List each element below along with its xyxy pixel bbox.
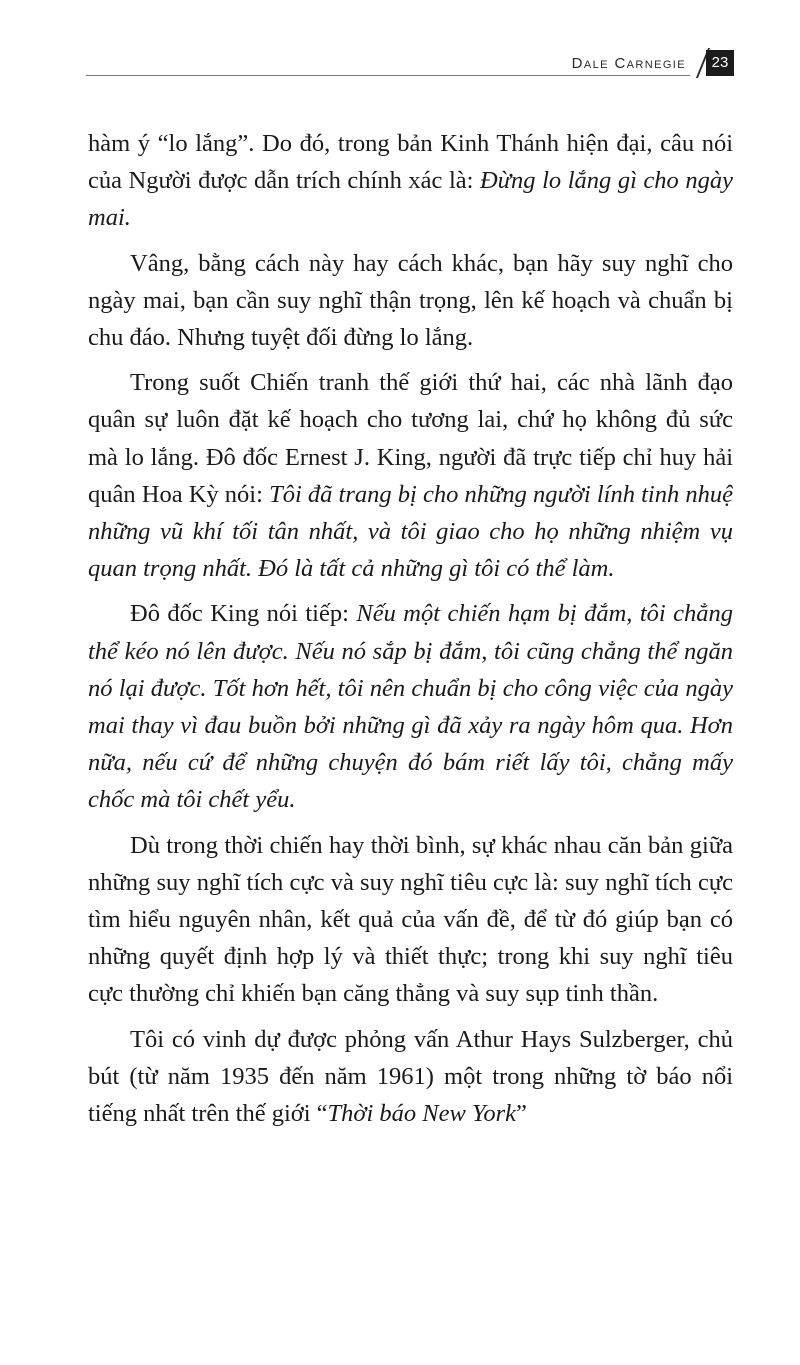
paragraph-italic-title: Thời báo New York <box>327 1100 516 1128</box>
paragraph <box>88 595 733 818</box>
paragraph <box>88 1021 733 1133</box>
paragraph-text: Trong suốt Chiến tranh thế giới thứ hai, các nhà lãnh đạo quân sự luôn đặt kế hoạch cho tương lai, chứ họ không đủ sức mà lo lắng. Đô đốc Ernest J. King, người đã trực tiếp chỉ huy hải quân Hoa Kỳ nói: <box>88 369 733 508</box>
paragraph-text: Đô đốc King nói tiếp: <box>130 600 357 628</box>
running-header <box>86 48 734 76</box>
page-number: 23 <box>706 50 734 76</box>
paragraph <box>88 245 733 357</box>
paragraph-italic-quote: Đừng lo lắng gì cho ngày mai. <box>88 167 733 232</box>
paragraph <box>88 364 733 587</box>
paragraph-text: Vâng, bằng cách này hay cách khác, bạn hãy suy nghĩ cho ngày mai, bạn cần suy nghĩ thận trọng, lên kế hoạch và chuẩn bị chu đáo. Nhưng tuyệt đối đừng lo lắng. <box>88 249 733 352</box>
paragraph-text: Dù trong thời chiến hay thời bình, sự khác nhau căn bản giữa những suy nghĩ tích cực và suy nghĩ tiêu cực là: suy nghĩ tích cực tìm hiểu nguyên nhân, kết quả của vấn đề, để từ đó giúp bạn có những quyết định hợp lý và thiết thực; trong khi suy nghĩ tiêu cực thường chỉ khiến bạn căng thẳng và suy sụp tinh thần. <box>88 831 733 1008</box>
header-rule <box>86 75 690 76</box>
paragraph <box>88 827 733 1013</box>
header-author: Dale Carnegie <box>571 55 686 72</box>
paragraph-italic-quote: Nếu một chiến hạm bị đắm, tôi chẳng thể kéo nó lên được. Nếu nó sắp bị đắm, tôi cũng chẳng thể ngăn nó lại được. Tốt hơn hết, tôi nên chuẩn bị cho công việc của ngày mai thay vì đau buồn bởi những gì đã xảy ra ngày hôm qua. Hơn nữa, nếu cứ để những chuyện đó bám riết lấy tôi, chẳng mấy chốc mà tôi chết yểu. <box>88 600 733 814</box>
paragraph-text: hàm ý “lo lắng”. Do đó, trong bản Kinh Thánh hiện đại, câu nói của Người được dẫn trích chính xác là: <box>88 130 733 195</box>
body-text <box>88 125 733 1140</box>
paragraph-text: Tôi có vinh dự được phỏng vấn Athur Hays Sulzberger, chủ bút (từ năm 1935 đến năm 1961) một trong những tờ báo nổi tiếng nhất trên thế giới “ <box>88 1025 733 1128</box>
paragraph-text: ” <box>516 1100 527 1128</box>
paragraph-continued <box>88 125 733 237</box>
paragraph-italic-quote: Tôi đã trang bị cho những người lính tinh nhuệ những vũ khí tối tân nhất, và tôi giao cho họ những nhiệm vụ quan trọng nhất. Đó là tất cả những gì tôi có thể làm. <box>88 480 733 583</box>
